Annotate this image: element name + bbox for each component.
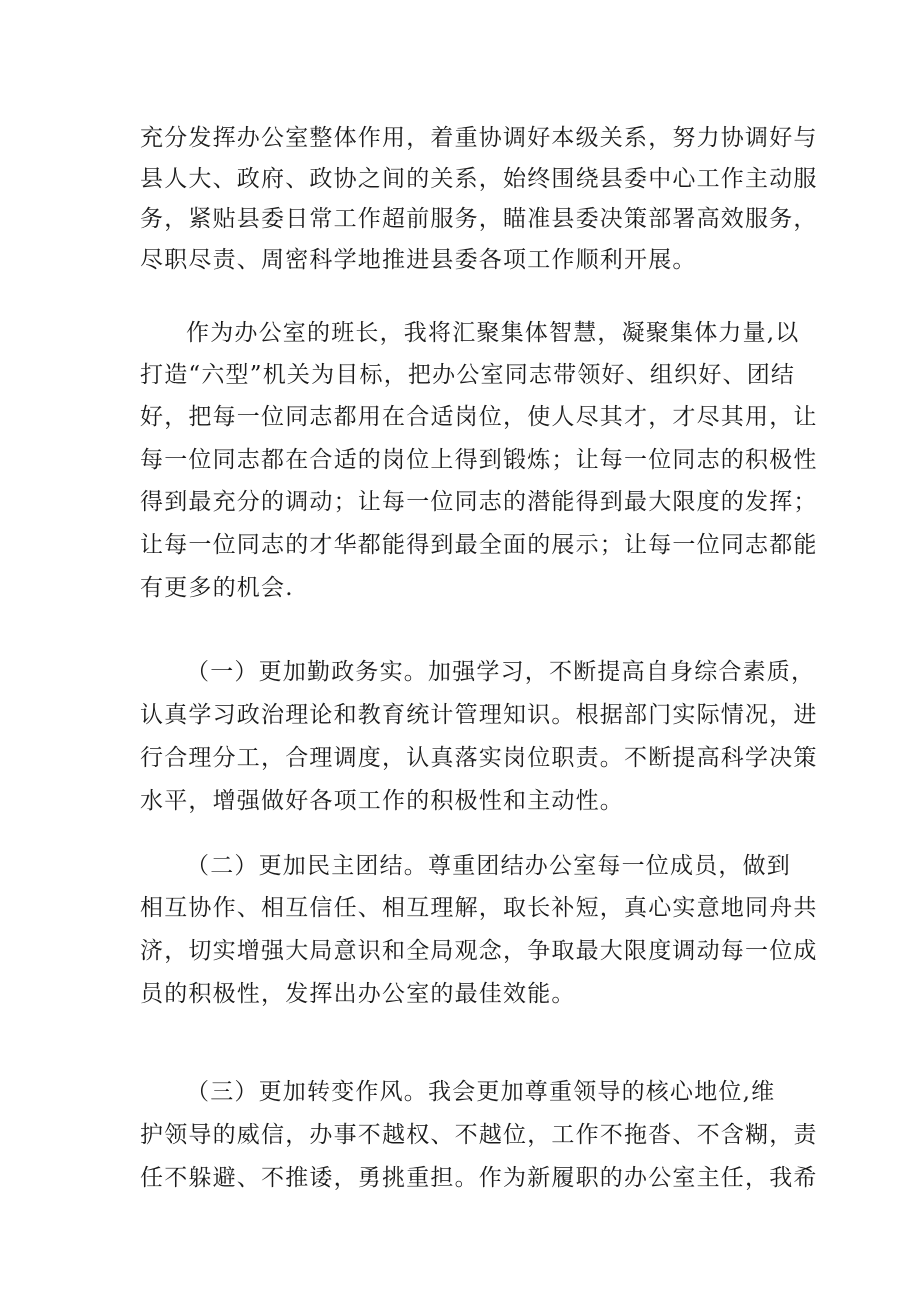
text-line: 得到最充分的调动；让每一位同志的潜能得到最大限度的发挥； [140,489,818,515]
text-line: 让每一位同志的才华都能得到最全面的展示；让每一位同志都能 [140,532,818,558]
text-line: 行合理分工，合理调度，认真落实岗位职责。不断提高科学决策 [140,745,818,771]
text-line: 打造“六型”机关为目标，把办公室同志带领好、组织好、团结 [140,362,796,388]
text-line: 员的积极性，发挥出办公室的最佳效能。 [140,981,576,1007]
text-line: 充分发挥办公室整体作用，着重协调好本级关系，努力协调好与 [140,125,818,151]
text-line: 每一位同志都在合适的岗位上得到锻炼；让每一位同志的积极性 [140,447,818,473]
text-line: 济，切实增强大局意识和全局观念，争取最大限度调动每一位成 [140,938,818,964]
text-line: 认真学习政治理论和教育统计管理知识。根据部门实际情况，进 [140,702,818,728]
text-line: （一）更加勤政务实。加强学习，不断提高自身综合素质， [186,659,816,685]
text-line: 作为办公室的班长，我将汇聚集体智慧，凝聚集体力量,以 [186,320,800,346]
text-line: 护领导的威信，办事不越权、不越位，工作不拖沓、不含糊，责 [140,1122,818,1148]
text-line: 任不躲避、不推诿，勇挑重担。作为新履职的办公室主任，我希 [140,1165,818,1191]
text-line: 好，把每一位同志都用在合适岗位，使人尽其才，才尽其用，让 [140,404,818,430]
text-line: 有更多的机会. [140,575,294,601]
text-line: 县人大、政府、政协之间的关系，始终围绕县委中心工作主动服 [140,166,818,192]
text-line: 务，紧贴县委日常工作超前服务，瞄准县委决策部署高效服务， [140,206,818,232]
text-line: （二）更加民主团结。尊重团结办公室每一位成员，做到 [186,853,791,879]
text-line: 水平，增强做好各项工作的积极性和主动性。 [140,788,624,814]
text-line: （三）更加转变作风。我会更加尊重领导的核心地位,维 [186,1079,776,1105]
text-line: 相互协作、相互信任、相互理解，取长补短，真心实意地同舟共 [140,895,818,921]
text-line: 尽职尽责、周密科学地推进县委各项工作顺利开展。 [140,247,697,273]
